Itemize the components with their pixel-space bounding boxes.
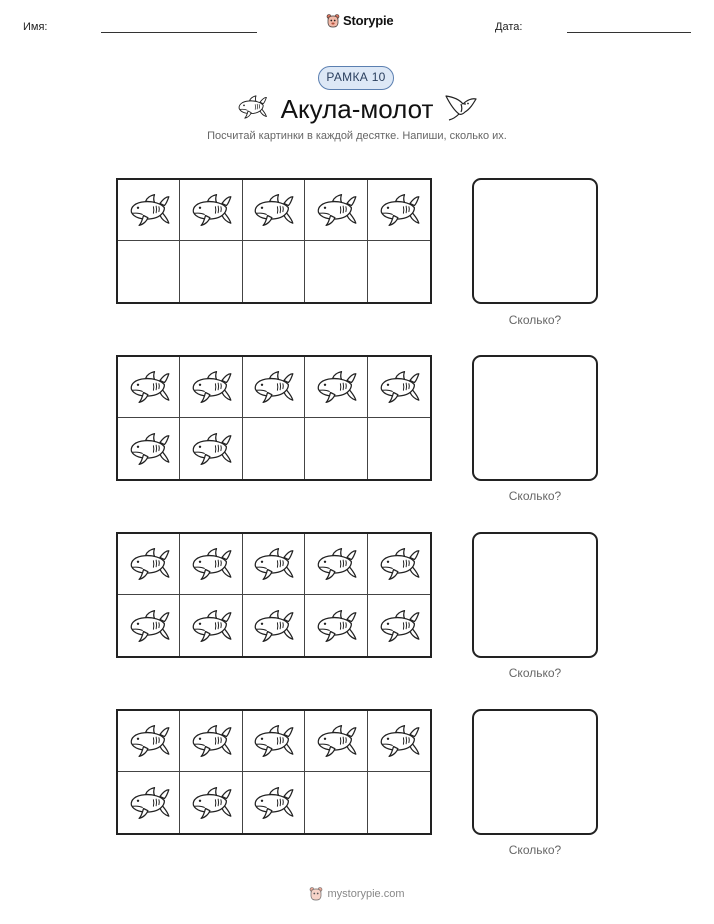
shark-icon [127,192,171,228]
answer-box-2[interactable] [472,355,598,481]
storypie-bear-icon [309,886,323,901]
answer-box-3[interactable] [472,532,598,658]
answer-label-1: Сколько? [508,313,562,327]
frame-cell [368,595,430,656]
logo-text: Storypie [343,13,394,28]
frame-cell [180,180,242,241]
answer-box-4[interactable] [472,709,598,835]
shark-icon [314,608,358,644]
shark-icon [127,785,171,821]
frame-cell [305,595,367,656]
shark-icon [377,723,421,759]
frame-cell [305,772,367,833]
shark-icon [251,785,295,821]
frame-cell [243,772,305,833]
frame-cell [118,241,180,302]
frame-cell [180,711,242,772]
frame-cell [305,534,367,595]
frame-cell [243,180,305,241]
shark-icon [189,431,233,467]
shark-icon [314,369,358,405]
frame-cell [118,595,180,656]
name-field[interactable] [101,32,257,33]
frame-cell [118,772,180,833]
shark-icon [189,785,233,821]
frame-cell [368,357,430,418]
shark-icon [251,608,295,644]
frame-cell [118,711,180,772]
frame-cell [180,595,242,656]
shark-icon [189,723,233,759]
shark-icon [377,608,421,644]
frame-cell [180,534,242,595]
answer-label-2: Сколько? [508,489,562,503]
answer-box-1[interactable] [472,178,598,304]
shark-icon [377,369,421,405]
shark-icon [377,546,421,582]
name-label: Имя: [23,21,48,33]
frame-cell [180,357,242,418]
ten-frame-4 [116,709,432,835]
shark-icon [251,369,295,405]
shark-icon [127,431,171,467]
answer-label-3: Сколько? [508,666,562,680]
frame-cell [368,772,430,833]
frame-cell [118,180,180,241]
ten-frame-2 [116,355,432,481]
date-label: Дата: [495,21,523,33]
shark-icon [377,192,421,228]
shark-icon [314,546,358,582]
frame-cell [368,180,430,241]
storypie-bear-icon [326,13,340,28]
frame-cell [243,534,305,595]
frame-cell [118,418,180,479]
shark-icon [251,546,295,582]
ten-frame-3 [116,532,432,658]
frame-cell [368,534,430,595]
frame-cell [368,711,430,772]
instructions: Посчитай картинки в каждой десятке. Напиши, сколько их. [207,130,507,142]
storypie-logo [326,13,393,28]
shark-icon [189,369,233,405]
shark-icon [189,192,233,228]
footer-url: mystorypie.com [327,887,405,900]
frame-cell [243,357,305,418]
shark-icon [189,608,233,644]
shark-icon [251,723,295,759]
shark-icon [314,192,358,228]
shark-icon [314,723,358,759]
frame-cell [243,595,305,656]
frame-cell [305,241,367,302]
shark-icon [189,546,233,582]
footer [0,886,714,901]
page-title: Акула-молот [280,94,434,124]
frame-cell [305,357,367,418]
frame-cell [305,711,367,772]
frame-cell [368,241,430,302]
date-field[interactable] [567,32,691,33]
frame-cell [180,772,242,833]
frame-cell [305,180,367,241]
shark-icon [127,608,171,644]
frame-cell [118,357,180,418]
shark-icon [251,192,295,228]
frame-cell [368,418,430,479]
stingray-icon [443,90,479,122]
ten-frame-1 [116,178,432,304]
frame-cell [305,418,367,479]
frame-cell [243,418,305,479]
frame-cell [118,534,180,595]
shark-icon [127,723,171,759]
frame-badge: РАМКА 10 [318,66,394,90]
frame-cell [180,418,242,479]
shark-icon [127,546,171,582]
shark-icon [127,369,171,405]
answer-label-4: Сколько? [508,843,562,857]
frame-cell [180,241,242,302]
frame-cell [243,711,305,772]
frame-cell [243,241,305,302]
